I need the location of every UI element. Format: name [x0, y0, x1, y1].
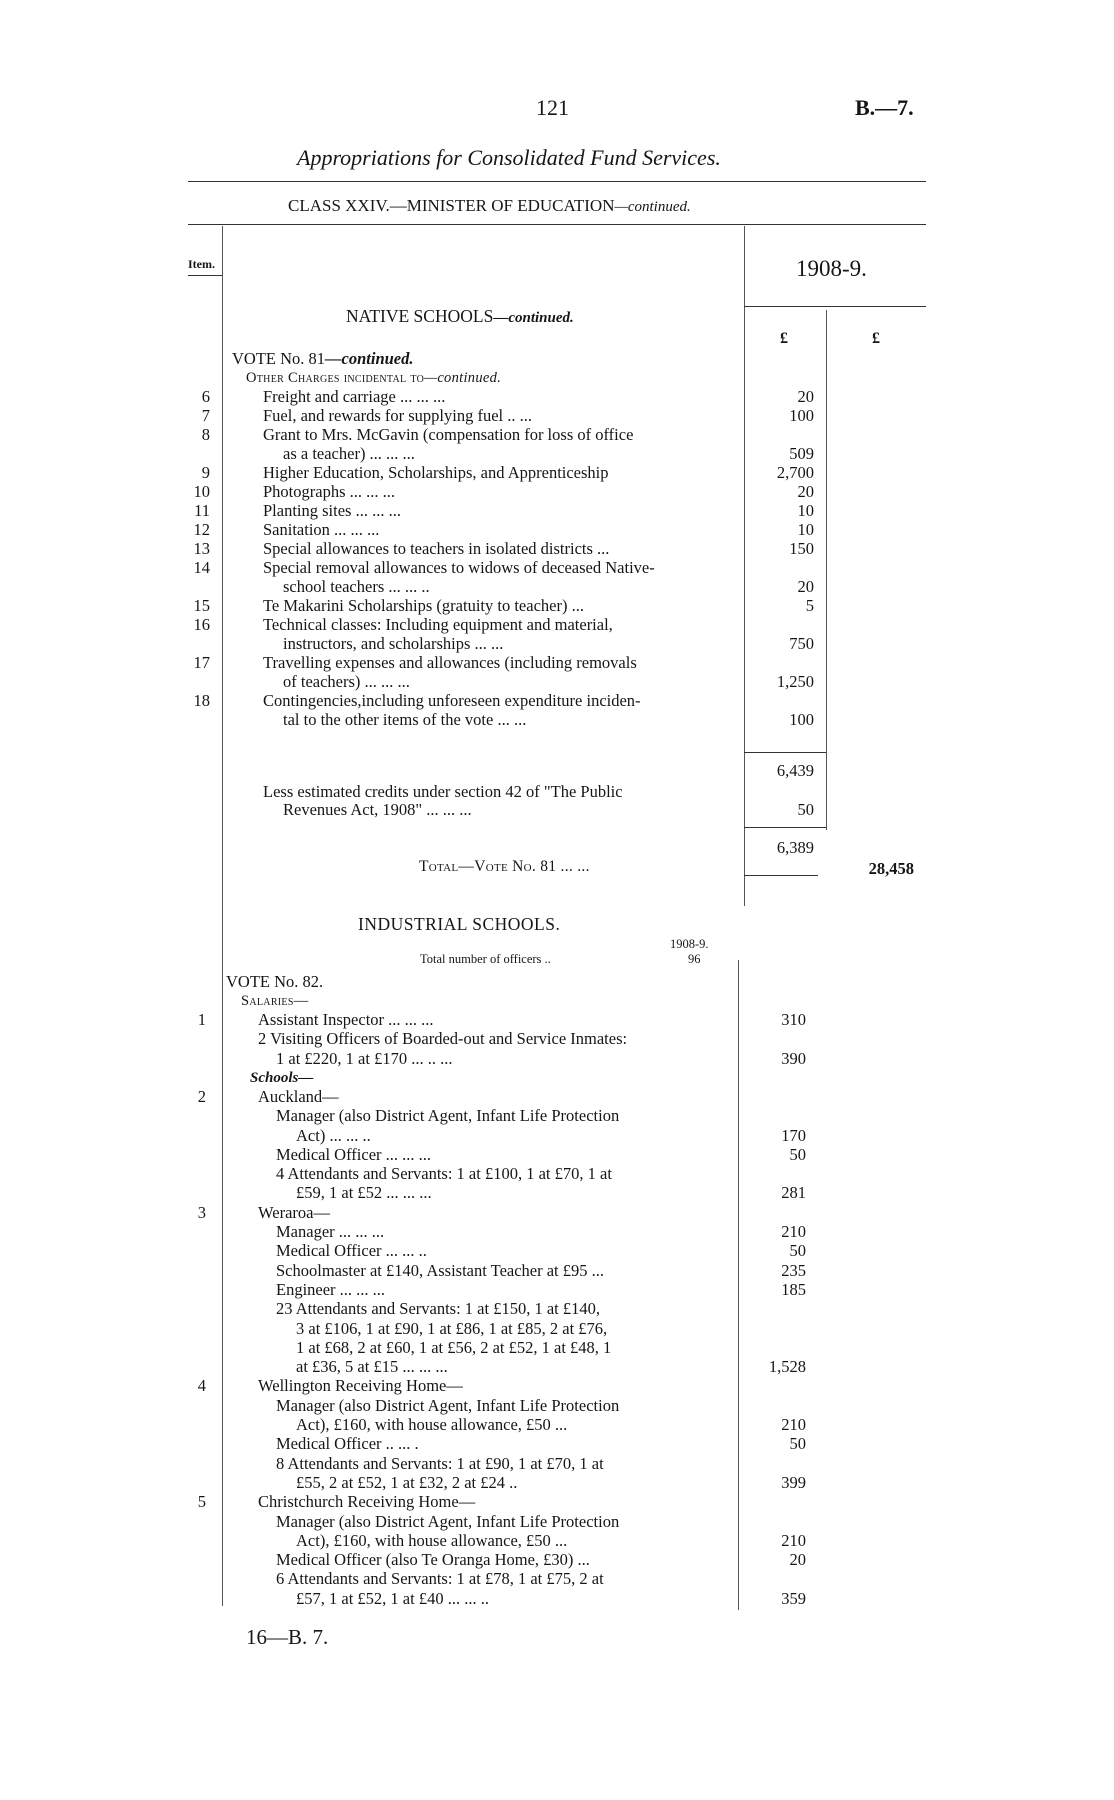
other-charges-text: Other Charges incidental to: [246, 370, 425, 386]
expense-description: Technical classes: Including equipment and material,: [263, 615, 613, 634]
salary-amount: 281: [781, 1183, 806, 1203]
salary-description: 1 at £220, 1 at £170 ... .. ...: [276, 1048, 453, 1068]
vote-81-text: VOTE No. 81: [232, 349, 326, 368]
salary-description: Medical Officer ... ... ..: [276, 1241, 427, 1261]
salary-description: Engineer ... ... ...: [276, 1279, 386, 1299]
vote-81-cont: —continued.: [325, 349, 414, 368]
salary-description: Act), £160, with house allowance, £50 ...: [296, 1530, 568, 1550]
year-heading: 1908-9.: [796, 256, 867, 281]
footer-signature: 16—B. 7.: [246, 1625, 329, 1649]
item-number: 15: [193, 596, 210, 615]
pound-symbol-col2: £: [872, 330, 880, 347]
salary-description: Wellington Receiving Home—: [258, 1376, 463, 1396]
item-number: 16: [193, 615, 210, 634]
year-rule: [744, 306, 926, 307]
expense-description: school teachers ... ... ..: [283, 577, 430, 596]
salary-description: Manager ... ... ...: [276, 1222, 385, 1241]
expense-description: Freight and carriage ... ... ...: [263, 387, 446, 406]
expense-amount: 100: [789, 710, 814, 729]
native-net: 6,389: [776, 838, 814, 857]
item-number: 5: [197, 1492, 206, 1512]
subtotal-rule: [744, 752, 826, 753]
class-heading: [288, 196, 691, 216]
document-ref: B.—7.: [855, 95, 914, 120]
item-number: 8: [201, 425, 210, 444]
schools-subheading: Schools—: [250, 1070, 314, 1086]
less-credits-line-1: Less estimated credits under section 42 of "The Public: [263, 782, 623, 801]
salary-description: Medical Officer ... ... ...: [276, 1144, 432, 1164]
expense-description: of teachers) ... ... ...: [283, 672, 410, 691]
salary-amount: 359: [781, 1588, 806, 1608]
salary-description: Christchurch Receiving Home—: [258, 1492, 476, 1512]
item-number: 17: [193, 653, 210, 672]
officers-label: Total number of officers ..: [420, 952, 551, 966]
salary-description: Manager (also District Agent, Infant Life Protection: [276, 1395, 620, 1415]
page-title: Appropriations for Consolidated Fund Services.: [297, 145, 721, 170]
salary-description: 4 Attendants and Servants: 1 at £100, 1 at £70, 1 at: [276, 1164, 612, 1184]
native-heading-text: NATIVE SCHOOLS: [346, 306, 494, 326]
salary-description: at £36, 5 at £15 ... ... ...: [296, 1357, 448, 1377]
salary-description: £57, 1 at £52, 1 at £40 ... ... ..: [296, 1588, 489, 1608]
salary-amount: 170: [781, 1125, 806, 1145]
salary-amount: 310: [781, 1010, 806, 1029]
expense-amount: 150: [789, 539, 814, 558]
page-number: 121: [536, 95, 569, 120]
salary-description: 1 at £68, 2 at £60, 1 at £56, 2 at £52, 1 at £48, 1: [296, 1337, 612, 1357]
native-heading-cont: —continued.: [493, 310, 574, 326]
officers-year: 1908-9.: [670, 937, 709, 951]
expense-description: instructors, and scholarships ... ...: [283, 634, 504, 653]
item-number: 10: [193, 482, 210, 501]
salary-description: 2 Visiting Officers of Boarded-out and Service Inmates:: [258, 1029, 628, 1049]
salary-amount: 185: [781, 1279, 806, 1299]
expense-description: Planting sites ... ... ...: [263, 501, 401, 520]
vote-81-heading: [232, 350, 414, 368]
expense-amount: 10: [797, 520, 814, 539]
expense-amount: 10: [797, 501, 814, 520]
expense-amount: 20: [797, 482, 814, 501]
salary-description: Weraroa—: [258, 1202, 330, 1222]
salary-description: 23 Attendants and Servants: 1 at £150, 1 at £140,: [276, 1299, 600, 1319]
salary-amount: 50: [789, 1241, 806, 1261]
officers-count: 96: [688, 952, 701, 966]
total-vote-81-amount: 28,458: [868, 859, 914, 878]
item-number: 11: [194, 501, 210, 520]
net-rule: [744, 827, 826, 828]
salary-description: Medical Officer .. ... .: [276, 1434, 419, 1454]
item-number: 12: [193, 520, 210, 539]
salary-amount: 210: [781, 1415, 806, 1434]
class-line: CLASS XXIV.—MINISTER OF EDUCATION: [288, 196, 615, 215]
item-number: 13: [193, 539, 210, 558]
less-credits-line-2: Revenues Act, 1908" ... ... ...: [283, 800, 472, 819]
title-rule: [188, 181, 926, 182]
salary-description: Act), £160, with house allowance, £50 ...: [296, 1415, 568, 1434]
vote-82-heading: VOTE No. 82.: [226, 972, 324, 991]
expense-amount: 20: [797, 577, 814, 596]
item-number: 1: [197, 1010, 206, 1029]
expense-amount: 100: [789, 406, 814, 425]
salary-description: £55, 2 at £52, 1 at £32, 2 at £24 ..: [296, 1472, 518, 1492]
expense-description: Grant to Mrs. McGavin (compensation for loss of office: [263, 425, 634, 444]
salary-description: 8 Attendants and Servants: 1 at £90, 1 at £70, 1 at: [276, 1453, 604, 1473]
expense-description: Higher Education, Scholarships, and Apprenticeship: [263, 463, 609, 482]
salary-amount: 1,528: [768, 1357, 806, 1377]
item-column-rule: [222, 226, 223, 1606]
expense-amount: 5: [805, 596, 814, 615]
expense-description: Contingencies,including unforeseen expenditure inciden-: [263, 691, 641, 710]
expense-description: Te Makarini Scholarships (gratuity to teacher) ...: [263, 596, 584, 615]
expense-amount: 750: [789, 634, 814, 653]
item-number: 3: [197, 1202, 206, 1222]
total-vote-81-label: Total—Vote No. 81 ... ...: [419, 858, 590, 875]
expense-description: tal to the other items of the vote ... ...: [283, 710, 527, 729]
salary-amount: 20: [789, 1550, 806, 1570]
less-credits-amount: 50: [797, 800, 814, 819]
item-number: 14: [193, 558, 210, 577]
amount-column-rule-mid: [826, 310, 827, 830]
class-continued: —continued.: [614, 199, 691, 215]
salary-description: Manager (also District Agent, Infant Life Protection: [276, 1106, 620, 1126]
item-number: 6: [201, 387, 210, 406]
salary-description: £59, 1 at £52 ... ... ...: [296, 1183, 432, 1203]
item-label-rule: [188, 275, 222, 276]
expense-description: Special removal allowances to widows of deceased Native-: [263, 558, 655, 577]
item-number: 2: [197, 1086, 206, 1106]
expense-description: Fuel, and rewards for supplying fuel .. ...: [263, 406, 532, 425]
other-charges-heading: [246, 369, 501, 387]
salary-amount: 235: [781, 1260, 806, 1280]
native-subtotal: 6,439: [776, 761, 814, 780]
item-number: 4: [197, 1376, 206, 1396]
salary-description: Act) ... ... ..: [296, 1125, 371, 1145]
salary-description: Assistant Inspector ... ... ...: [258, 1010, 434, 1029]
expense-description: Sanitation ... ... ...: [263, 520, 380, 539]
salary-amount: 50: [789, 1434, 806, 1454]
salary-amount: 399: [781, 1472, 806, 1492]
expense-amount: 509: [789, 444, 814, 463]
pound-symbol-col1: £: [780, 330, 788, 347]
salary-description: Schoolmaster at £140, Assistant Teacher at £95 ...: [276, 1260, 605, 1280]
salary-amount: 210: [781, 1222, 806, 1241]
expense-description: Photographs ... ... ...: [263, 482, 395, 501]
expense-amount: 20: [797, 387, 814, 406]
item-number: 18: [193, 691, 210, 710]
item-number: 7: [201, 406, 210, 425]
salary-amount: 390: [781, 1048, 806, 1068]
expense-description: as a teacher) ... ... ...: [283, 444, 415, 463]
item-number: 9: [201, 463, 210, 482]
table-top-rule: [188, 224, 926, 225]
salary-description: Auckland—: [258, 1086, 339, 1106]
salary-description: 3 at £106, 1 at £90, 1 at £86, 1 at £85, 2 at £76,: [296, 1318, 608, 1338]
native-schools-heading: [346, 306, 574, 327]
expense-description: Travelling expenses and allowances (including removals: [263, 653, 637, 672]
salaries-heading: Salaries—: [241, 993, 309, 1009]
industrial-schools-heading: INDUSTRIAL SCHOOLS.: [358, 914, 561, 934]
total-rule: [744, 875, 818, 876]
salary-description: 6 Attendants and Servants: 1 at £78, 1 at £75, 2 at: [276, 1569, 604, 1589]
salary-amount: 50: [789, 1144, 806, 1164]
salary-amount: 210: [781, 1530, 806, 1550]
item-column-label: Item.: [188, 257, 215, 271]
salary-description: Medical Officer (also Te Oranga Home, £30) ...: [276, 1550, 590, 1570]
other-charges-cont: —continued.: [424, 370, 502, 386]
expense-amount: 1,250: [776, 672, 814, 691]
expense-description: Special allowances to teachers in isolated districts ...: [263, 539, 610, 558]
expense-amount: 2,700: [776, 463, 814, 482]
salary-description: Manager (also District Agent, Infant Life Protection: [276, 1511, 620, 1531]
